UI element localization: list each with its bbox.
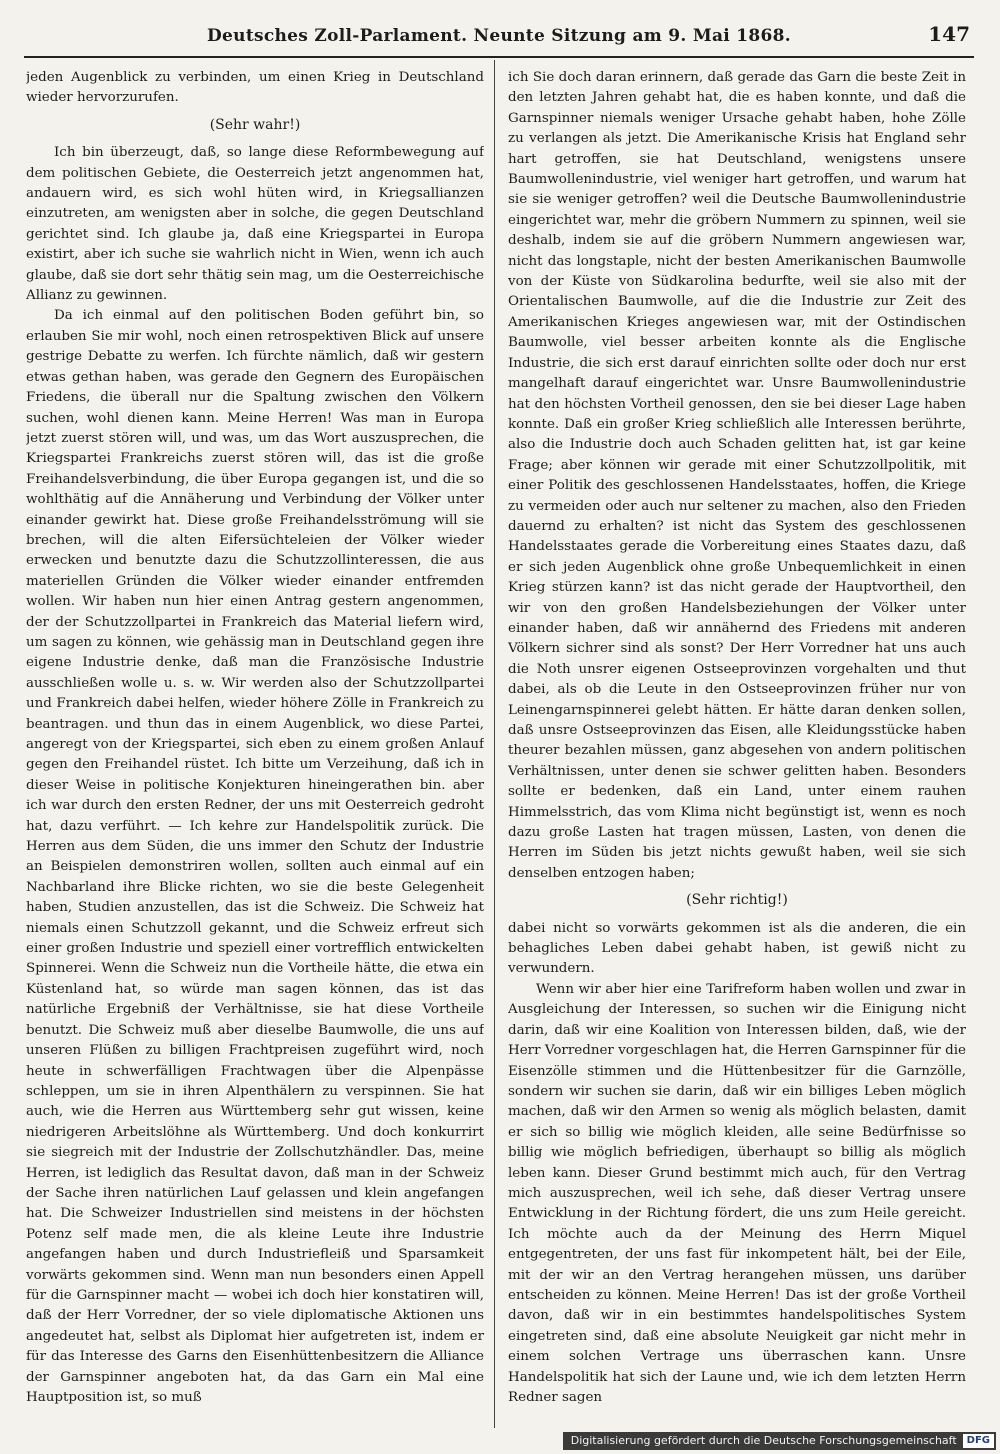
paragraph: jeden Augenblick zu verbinden, um einen Krieg in Deutschland wieder hervorzurufen.: [26, 70, 484, 106]
page-header: [24, 16, 974, 58]
running-title: Deutsches Zoll-Parlament. Neunte Sitzung am 9. Mai 1868.: [207, 26, 791, 46]
credit-text: Digitalisierung gefördert durch die Deutsche Forschungsgemeinschaft: [570, 1434, 957, 1447]
right-column: [508, 68, 966, 1428]
page-number: 147: [928, 22, 970, 46]
column-divider: [494, 60, 495, 1428]
interjection: (Sehr wahr!): [209, 116, 301, 133]
digitization-credit: [563, 1432, 996, 1450]
paragraph: Wenn wir aber hier eine Tarifreform haben wollen und zwar in Ausgleichung der Interessen, so suchen wir die Einigung nicht darin, daß wir eine Koalition von Interessen bilden, daß, wie der Herr Vorredner vorgeschlagen hat, die Herren Garnspinner für die Eisenzölle stimmen und die Hüttenbesitzer für die Garnzölle, sondern wir suchen sie darin, daß wir ein billiges Leben möglich machen, daß wir den Armen so wenig als möglich belasten, damit er sich so billig wie möglich kleiden, alle seine Bedürfnisse so billig wie möglich befriedigen, überhaupt so billig als möglich leben kann. Dieser Grund bestimmt mich auch, für den Vertrag mich auszusprechen, weil ich sehe, daß dieser Vertrag unsere Entwicklung in der Richtung fördert, die uns zum Heile gereicht. Ich möchte auch da der Meinung des Herrn Miquel entgegentreten, der uns fast für inkompetent hält, bei der Eile, mit der wir an den Vertrag herangehen müssen, uns darüber entscheiden zu können. Meine Herren! Das ist der große Vortheil davon, daß wir in ein bestimmtes handelspolitisches System eingetreten sind, daß eine absolute Neuigkeit gar nicht mehr in einem solchen Vertrage uns überraschen kann. Unsre Handelspolitik hat sich der Laune und, wie ich dem letzten Herrn Redner sagen: [508, 981, 966, 1405]
paragraph: Ich bin überzeugt, daß, so lange diese Reformbewegung auf dem politischen Gebiete, die Oesterreich jetzt angenommen hat, andauern wird, es sich wohl hüten wird, in Kriegsallianzen einzutreten, am wenigsten aber in solche, die gegen Deutschland gerichtet sind. Ich glaube ja, daß eine Kriegspartei in Europa existirt, aber ich suche sie wahrlich nicht in Wien, wenn ich auch glaube, daß sie dort sehr thätig sein mag, um die Oesterreichische Allianz zu gewinnen.: [26, 145, 484, 304]
dfg-logo: DFG: [963, 1434, 994, 1448]
paragraph: ich Sie doch daran erinnern, daß gerade das Garn die beste Zeit in den letzten Jahren gehabt hat, die es haben konnte, und daß die Garnspinner niemals weniger Ursache gehabt haben, hohe Zölle zu verlangen als jetzt. Die Amerikanische Krisis hat England sehr hart getroffen, sie hat Deutschland, wenigstens unsere Baumwollenindustrie, viel weniger hart getroffen, und warum hat sie sie weniger getroffen? weil die Deutsche Baumwollenindustrie eingerichtet war, mehr die gröbern Nummern zu spinnen, weil sie deshalb, indem sie auf die gröbern Nummern angewiesen war, nicht das longstaple, nicht der besten Amerikanischen Baumwolle von der Küste von Südkarolina bedurfte, weil sie also mit der Orientalischen Baumwolle, auf die die Industrie zur Zeit des Amerikanischen Krieges angewiesen war, mit der Ostindischen Baumwolle, viel besser arbeiten konnte als die Englische Industrie, die sich erst darauf einrichten sollte oder doch nur erst mangelhaft darauf eingerichtet war. Unsre Baumwollenindustrie hat den höchsten Vortheil genossen, den sie bei dieser Lage haben konnte. Daß ein großer Krieg schließlich alle Interessen berührte, also die Industrie doch auch Schaden gelitten hat, ist gar keine Frage; aber können wir gerade mit einer Schutzzollpolitik, mit einer Politik des geschlossenen Handelsstaates, hoffen, die Kriege zu vermeiden oder auch nur seltener zu machen, also den Frieden dauernd zu erhalten? ist nicht das System des geschlossenen Handelsstaates gerade die Vorbereitung eines Staates dazu, daß er sich jeden Augenblick ohne große Unbequemlichkeit in einen Krieg stürzen kann? ist das nicht gerade der Hauptvortheil, den wir von den großen Handelsbeziehungen der Völker unter einander haben, daß wir annähernd des Friedens mit anderen Völkern sichrer sind als sonst? Der Herr Vorredner hat uns auch die Noth unsrer eigenen Ostseeprovinzen vorgehalten und thut dabei, als ob die Leute in den Ostseeprovinzen früher nur von Leinengarnspinnerei gelebt hätten. Er hätte daran denken sollen, daß unsre Ostseeprovinzen das Eisen, alle Kleidungsstücke haben theurer bezahlen müssen, ganz abgesehen von andern politischen Verhältnissen, unter denen sie schwer gelitten haben. Besonders sollte er bedenken, daß ein Land, unter einem rauhen Himmelsstrich, das vom Klima nicht begünstigt ist, wenn es noch dazu große Lasten hat tragen müssen, Lasten, von denen die Herren im Süden bis jetzt nichts gewußt haben, weil sie sich denselben entzogen haben;: [508, 70, 966, 881]
paragraph: dabei nicht so vorwärts gekommen ist als die anderen, die ein behagliches Leben dabei gehabt haben, ist gewiß nicht zu verwundern.: [508, 920, 966, 977]
interjection: (Sehr richtig!): [686, 892, 788, 909]
paragraph: Da ich einmal auf den politischen Boden geführt bin, so erlauben Sie mir wohl, noch einen retrospektiven Blick auf unsere gestrige Debatte zu werfen. Ich fürchte nämlich, daß wir gestern etwas gethan haben, was gerade den Gegnern des Europäischen Friedens, die überall nur die Spaltung zwischen den Völkern suchen, wohl dienen kann. Meine Herren! Was man in Europa jetzt zuerst stören will, und was, um das Wort auszusprechen, die Kriegspartei Frankreichs zuerst stören will, das ist die große Freihandelsverbindung, die über Europa gegangen ist, und die so wohlthätig auf die Annäherung und Verbindung der Völker unter einander gewirkt hat. Diese große Freihandelsströmung will sie brechen, will die alten Eifersüchteleien der Völker wieder erwecken und benutzte dazu die Schutzzollinteressen, die aus materiellen Gründen die Völker wieder einander entfremden wollen. Wir haben nun hier einen Antrag gestern angenommen, der der Schutzzollpartei in Frankreich das Material liefern wird, um sagen zu können, wie gehässig man in Deutschland gegen ihre eigene Industrie denke, daß man die Französische Industrie ausschließen wolle u. s. w. Wir werden also der Schutzzollpartei und Frankreich dabei helfen, wieder höhere Zölle in Frankreich zu beantragen. und thun das in einem Augenblick, wo diese Partei, angeregt von der Kriegspartei, sich eben zu einem großen Anlauf gegen den Freihandel rüstet. Ich bitte um Verzeihung, daß ich in dieser Weise in politische Konjekturen hineingerathen bin. aber ich war durch den ersten Redner, der uns mit Oesterreich gedroht hat, dazu verführt. — Ich kehre zur Handelspolitik zurück. Die Herren aus dem Süden, die uns immer den Schutz der Industrie an Beispielen demonstriren wollen, sollten auch einmal auf ein Nachbarland ihre Blicke richten, wo sie die beste Gelegenheit haben, Studien anzustellen, das ist die Schweiz. Die Schweiz hat niemals einen Schutzzoll gekannt, und die Schweiz erfreut sich einer großen Industrie und speziell einer vortrefflich entwickelten Spinnerei. Wenn die Schweiz nun die Vortheile hätte, die etwa ein Küstenland hat, so würde man sagen können, das ist das natürliche Ergebniß der Verhältnisse, sie hat diese Vortheile benutzt. Die Schweiz muß aber dieselbe Baumwolle, die uns auf unseren Flüßen zu billigen Frachtpreisen zugeführt wird, noch heute in schwerfälligen Frachtwagen über die Alpenpässe schleppen, um sie in ihren Alpenthälern zu verspinnen. Sie hat auch, wie die Herren aus Württemberg sehr gut wissen, keine niedrigeren Arbeitslöhne als Württemberg. Und doch konkurrirt sie siegreich mit der Industrie der Zollschutzhändler. Das, meine Herren, ist lediglich das Resultat davon, daß man in der Schweiz der Sache ihren natürlichen Lauf gelassen und klein angefangen hat. Die Schweizer Industriellen sind meistens in der höchsten Potenz self made men, die als kleine Leute ihre Industrie angefangen haben und durch Industriefleiß und Sparsamkeit vorwärts gekommen sind. Wenn man nun besonders einen Appell für die Garnspinner macht — wobei ich doch hier konstatiren will, daß der Herr Vorredner, der so viele diplomatische Aktionen uns angedeutet hat, selbst als Diplomat hier aufgetreten ist, indem er für das Interesse des Garns den Eisenhüttenbesitzern die Alliance der Garnspinner angeboten hat, da das Garn ein Mal eine Hauptposition ist, so muß: [26, 308, 484, 1405]
document-page: [24, 16, 974, 1431]
left-column: [26, 68, 484, 1428]
